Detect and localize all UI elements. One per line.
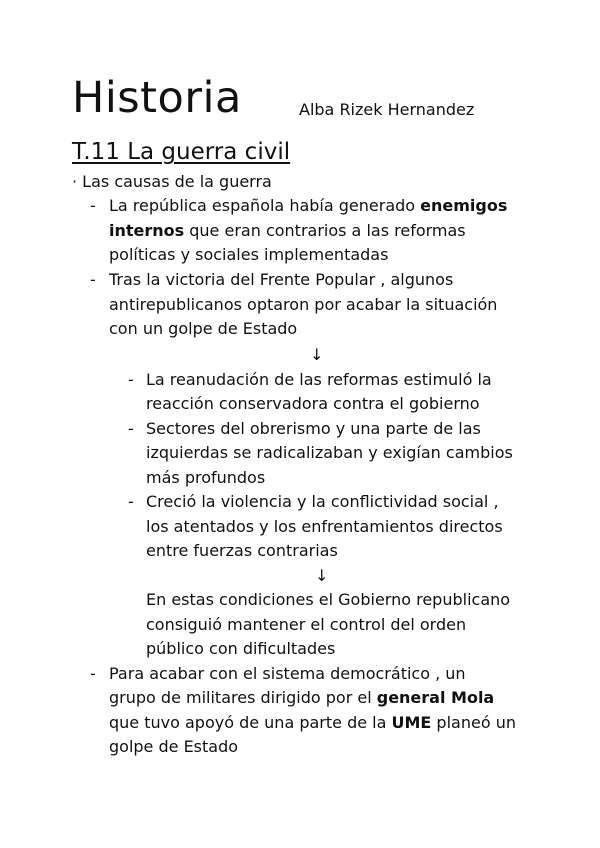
author-name: Alba Rizek Hernandez — [299, 100, 475, 119]
sub-list-marker: - — [128, 419, 134, 438]
sub-list-item-line: Sectores del obrerismo y una parte de las — [146, 419, 481, 438]
conclusion-line: En estas condiciones el Gobierno republicano — [146, 590, 511, 609]
list-item-line: Para acabar con el sistema democrático , un — [109, 664, 466, 683]
down-arrow: ↓ — [315, 566, 329, 585]
sub-list-item-line: izquierdas se radicalizaban y exigían cambios — [146, 443, 513, 462]
sub-list-item-line: entre fuerzas contrarias — [146, 541, 338, 560]
list-item-line: La república española había generado enemigos — [109, 196, 508, 215]
bold-text: UME — [391, 713, 432, 732]
sub-list-item-line: los atentados y los enfrentamientos directos — [146, 517, 503, 536]
list-item-line: políticas y sociales implementadas — [109, 245, 389, 264]
sub-list-item-line: más profundos — [146, 468, 266, 487]
list-item-line: antirepublicanos optaron por acabar la situación — [109, 295, 498, 314]
list-item-line: grupo de militares dirigido por el general Mola — [109, 688, 495, 707]
page-title: Historia — [72, 73, 242, 123]
bold-text: general Mola — [376, 688, 495, 707]
sub-list-marker: - — [128, 370, 134, 389]
bold-text: enemigos — [420, 196, 508, 215]
list-item-line: internos que eran contrarios a las reformas — [109, 221, 466, 240]
section-heading: · Las causas de la guerra — [72, 172, 272, 191]
conclusion-line: consiguió mantener el control del orden — [146, 615, 467, 634]
sub-list-item-line: La reanudación de las reformas estimuló la — [146, 370, 492, 389]
sub-list-item-line: reacción conservadora contra el gobierno — [146, 394, 480, 413]
list-marker: - — [90, 664, 96, 683]
conclusion-line: público con dificultades — [146, 639, 336, 658]
topic-heading: T.11 La guerra civil — [72, 139, 291, 165]
bold-text: internos — [109, 221, 185, 240]
sub-list-item-line: Creció la violencia y la conflictividad social , — [146, 492, 499, 511]
list-marker: - — [90, 270, 96, 289]
list-item-line: Tras la victoria del Frente Popular , algunos — [109, 270, 454, 289]
list-item-line: golpe de Estado — [109, 737, 239, 756]
list-item-line: que tuvo apoyó de una parte de la UME planeó un — [109, 713, 516, 732]
list-marker: - — [90, 196, 96, 215]
list-item-line: con un golpe de Estado — [109, 319, 298, 338]
down-arrow: ↓ — [310, 345, 324, 364]
sub-list-marker: - — [128, 492, 134, 511]
